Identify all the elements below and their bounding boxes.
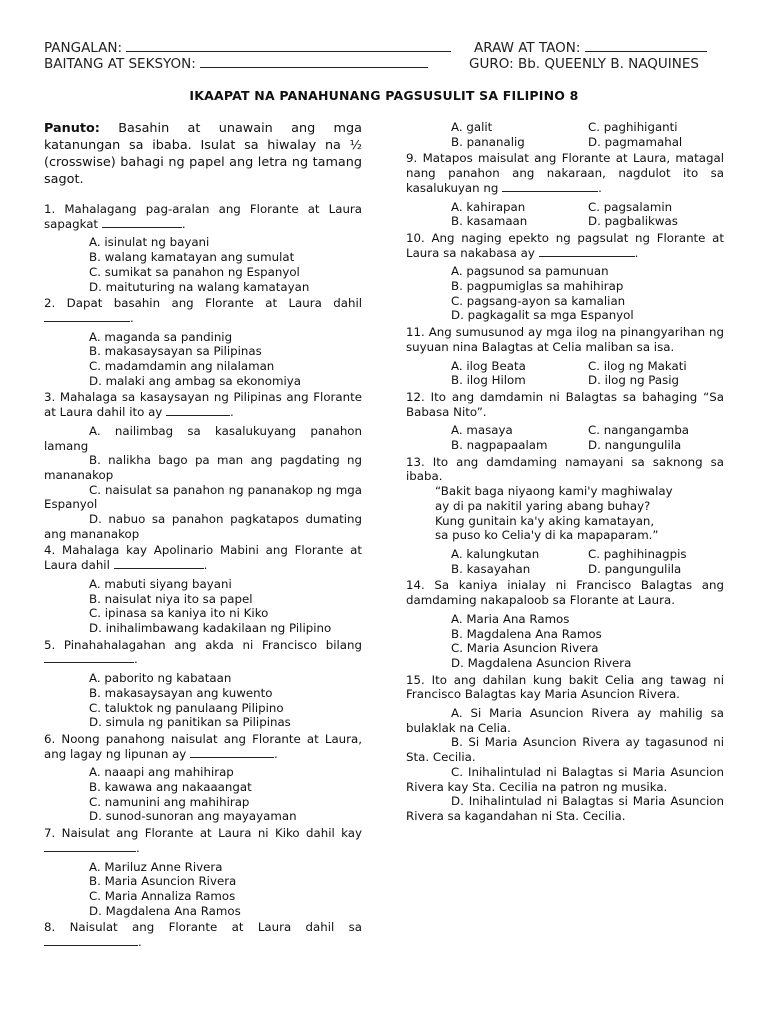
question-text: 7. Naisulat ang Florante at Laura ni Kiko dahil kay bbox=[44, 826, 362, 841]
option: A. mabuti siyang bayani bbox=[89, 576, 232, 591]
teacher-field bbox=[469, 56, 699, 72]
poem-line: Kung gunitain ka'y aking kamatayan, bbox=[435, 513, 655, 528]
question-5 bbox=[44, 638, 362, 730]
option: B. Maria Asuncion Rivera bbox=[89, 874, 237, 889]
right-column bbox=[406, 120, 724, 824]
option: C. paghihiganti bbox=[588, 120, 678, 134]
question-trail: . bbox=[134, 652, 138, 667]
name-field[interactable] bbox=[44, 40, 451, 56]
option: B. ilog Hilom bbox=[451, 373, 526, 388]
option: C. madamdamin ang nilalaman bbox=[89, 359, 275, 374]
question-text: 4. Mahalaga kay Apolinario Mabini ang Florante at Laura dahil bbox=[44, 543, 362, 573]
question-text: 8. Naisulat ang Florante at Laura dahil sa bbox=[44, 920, 362, 935]
option: D. Magdalena Asuncion Rivera bbox=[451, 655, 632, 670]
answer-blank[interactable] bbox=[44, 311, 130, 322]
option: B. Si Maria Asuncion Rivera ay tagasunod ni Sta. Cecilia. bbox=[406, 735, 724, 765]
option: C. naisulat sa panahon ng pananakop ng mga Espanyol bbox=[44, 482, 362, 512]
options bbox=[44, 671, 362, 730]
option-row bbox=[406, 373, 724, 388]
instructions bbox=[44, 120, 362, 188]
option: A. nailimbag sa kasalukuyang panahon lamang bbox=[44, 423, 362, 453]
question-trail: . bbox=[138, 935, 142, 950]
options bbox=[406, 612, 724, 671]
answer-blank[interactable] bbox=[44, 841, 136, 852]
question-trail: . bbox=[136, 840, 140, 855]
section-field[interactable] bbox=[44, 56, 428, 72]
question-2 bbox=[44, 296, 362, 388]
option: C. nangangamba bbox=[588, 423, 690, 438]
option-row bbox=[406, 562, 724, 577]
option-row bbox=[406, 423, 724, 438]
option: A. Mariluz Anne Rivera bbox=[89, 859, 223, 874]
option: B. naisulat niya ito sa papel bbox=[89, 591, 253, 606]
options bbox=[44, 860, 362, 919]
option-row bbox=[406, 547, 724, 562]
option: D. pagkagalit sa mga Espanyol bbox=[451, 308, 634, 323]
option: C. taluktok ng panulaang Pilipino bbox=[89, 700, 284, 715]
question-text: 14. Sa kaniya inialay ni Francisco Balagtas ang damdaming nakapaloob sa Florante at Laura. bbox=[406, 578, 724, 608]
question-text: 2. Dapat basahin ang Florante at Laura dahil bbox=[44, 296, 362, 311]
question-trail: . bbox=[203, 558, 208, 573]
option: B. kasamaan bbox=[451, 214, 528, 229]
teacher-name: Bb. QUEENLY B. NAQUINES bbox=[517, 56, 699, 72]
answer-blank[interactable] bbox=[190, 747, 274, 758]
option-row bbox=[406, 359, 724, 374]
option: A. Maria Ana Ramos bbox=[451, 611, 570, 626]
options bbox=[44, 765, 362, 824]
option: C. ilog ng Makati bbox=[588, 358, 687, 373]
poem-stanza bbox=[406, 484, 724, 543]
option: D. simula ng panitikan sa Pilipinas bbox=[89, 715, 291, 730]
question-trail: . bbox=[598, 180, 602, 195]
question-1 bbox=[44, 202, 362, 294]
question-text: 9. Matapos maisulat ang Florante at Laura, matagal nang panahon ang nakaraan, nagdulot ito sa kasalukuyan ng bbox=[406, 151, 724, 195]
option: D. sunod-sunoran ang mayayaman bbox=[89, 809, 297, 824]
option: C. pagsang-ayon sa kamalian bbox=[451, 293, 626, 308]
question-6 bbox=[44, 732, 362, 824]
option: A. galit bbox=[451, 120, 493, 134]
question-text: 6. Noong panahong naisulat ang Florante at Laura, ang lagay ng lipunan ay bbox=[44, 731, 362, 761]
question-11 bbox=[406, 325, 724, 388]
options bbox=[406, 200, 724, 229]
option-row bbox=[406, 120, 724, 135]
option: C. Inihalintulad ni Balagtas si Maria Asuncion Rivera kay Sta. Cecilia na patron ng musika. bbox=[406, 764, 724, 794]
poem-line: “Bakit baga niyaong kami'y maghiwalay bbox=[435, 484, 673, 499]
option: A. masaya bbox=[451, 423, 513, 438]
date-field[interactable] bbox=[474, 40, 707, 56]
options bbox=[44, 330, 362, 389]
option: A. pagsunod sa pamunuan bbox=[451, 264, 609, 279]
answer-blank[interactable] bbox=[539, 246, 635, 257]
option: C. ipinasa sa kaniya ito ni Kiko bbox=[89, 606, 269, 621]
question-10 bbox=[406, 231, 724, 323]
question-4 bbox=[44, 543, 362, 635]
option: B. kasayahan bbox=[451, 561, 531, 576]
option: D. nabuo sa panahon pagkatapos dumating ang mananakop bbox=[44, 512, 362, 541]
question-text: 1. Mahalagang pag-aralan ang Florante at Laura sapagkat bbox=[44, 202, 362, 231]
options bbox=[406, 547, 724, 576]
question-text: 12. Ito ang damdamin ni Balagtas sa bahaging “Sa Babasa Nito”. bbox=[406, 389, 724, 419]
question-text: 5. Pinahahalagahan ang akda ni Francisco bilang bbox=[44, 637, 362, 652]
option: C. paghihinagpis bbox=[588, 546, 687, 561]
options bbox=[406, 120, 724, 149]
question-14 bbox=[406, 578, 724, 670]
question-text: 3. Mahalaga sa kasaysayan ng Pilipinas ang Florante at Laura dahil ito ay bbox=[44, 390, 362, 420]
options bbox=[406, 359, 724, 388]
exam-title: IKAAPAT NA PANAHUNANG PAGSUSULIT SA FILIPINO 8 bbox=[189, 88, 579, 103]
option: D. pagmamahal bbox=[588, 134, 683, 149]
teacher-label: GURO: bbox=[469, 56, 514, 72]
option: D. pagbalikwas bbox=[588, 214, 678, 229]
option-row bbox=[406, 438, 724, 453]
answer-blank[interactable] bbox=[166, 405, 230, 416]
option: A. isinulat ng bayani bbox=[89, 235, 210, 250]
poem-line: ay di pa nakitil yaring abang buhay? bbox=[435, 498, 651, 513]
options bbox=[44, 424, 362, 542]
option: B. makasaysayan sa Pilipinas bbox=[89, 344, 262, 359]
question-7 bbox=[44, 826, 362, 918]
instructions-label: Panuto: bbox=[44, 121, 100, 136]
question-13 bbox=[406, 455, 724, 577]
option: D. Inihalintulad ni Balagtas si Maria Asuncion Rivera sa kagandahan ni Sta. Cecilia. bbox=[406, 794, 724, 823]
name-label: PANGALAN: bbox=[44, 40, 123, 56]
name-blank[interactable] bbox=[126, 40, 451, 52]
answer-blank[interactable] bbox=[502, 181, 598, 192]
option: A. maganda sa pandinig bbox=[89, 329, 233, 344]
option-row bbox=[406, 200, 724, 215]
answer-blank[interactable] bbox=[44, 935, 138, 946]
question-trail: . bbox=[130, 310, 134, 325]
section-label: BAITANG AT SEKSYON: bbox=[44, 56, 196, 72]
question-text: 13. Ito ang damdaming namayani sa saknong sa ibaba. bbox=[406, 454, 724, 484]
options bbox=[406, 706, 724, 824]
question-trail: . bbox=[634, 245, 639, 260]
question-3 bbox=[44, 390, 362, 541]
question-9 bbox=[406, 151, 724, 229]
option: C. Maria Asuncion Rivera bbox=[451, 641, 599, 656]
question-text: 11. Ang sumusunod ay mga ilog na pinangyarihan ng suyuan nina Balagtas at Celia maliban sa isa. bbox=[406, 325, 724, 354]
option: D. nangungulila bbox=[588, 438, 682, 453]
option: D. Magdalena Ana Ramos bbox=[89, 903, 241, 918]
answer-blank[interactable] bbox=[44, 652, 134, 663]
option: A. paborito ng kabataan bbox=[89, 671, 232, 686]
answer-blank[interactable] bbox=[102, 217, 182, 228]
question-text: 15. Ito ang dahilan kung bakit Celia ang tawag ni Francisco Balagtas kay Maria Asuncion Rivera. bbox=[406, 672, 724, 702]
question-12 bbox=[406, 390, 724, 453]
option: C. Maria Annaliza Ramos bbox=[89, 888, 236, 903]
option: D. inihalimbawang kadakilaan ng Pilipino bbox=[89, 620, 332, 635]
question-trail: . bbox=[181, 216, 186, 231]
option: D. maituturing na walang kamatayan bbox=[89, 279, 310, 294]
date-label: ARAW AT TAON: bbox=[474, 40, 581, 56]
option: A. ilog Beata bbox=[451, 358, 526, 373]
option: C. namunini ang mahihirap bbox=[89, 794, 250, 809]
left-column bbox=[44, 120, 362, 950]
option: C. sumikat sa panahon ng Espanyol bbox=[89, 264, 300, 279]
option: B. kawawa ang nakaaangat bbox=[89, 780, 252, 795]
instructions-text: Basahin at unawain ang mga katanungan sa ibaba. Isulat sa hiwalay na ½ (crosswise) bahagi ng papel ang letra ng tamang sagot. bbox=[44, 121, 362, 187]
option: A. Si Maria Asuncion Rivera ay mahilig sa bulaklak na Celia. bbox=[406, 706, 724, 735]
option: D. malaki ang ambag sa ekonomiya bbox=[89, 373, 301, 388]
option: B. pagpumiglas sa mahihirap bbox=[451, 279, 624, 294]
section-blank[interactable] bbox=[200, 56, 428, 68]
option: B. makasaysayan ang kuwento bbox=[89, 685, 273, 700]
option: A. kahirapan bbox=[451, 199, 526, 214]
question-8 bbox=[44, 920, 362, 949]
options bbox=[44, 235, 362, 294]
option: A. naaapi ang mahihirap bbox=[89, 765, 234, 780]
question-trail: . bbox=[230, 405, 234, 420]
date-blank[interactable] bbox=[585, 40, 707, 52]
option: B. nalikha bago pa man ang pagdating ng mananakop bbox=[44, 453, 362, 482]
option: D. ilog ng Pasig bbox=[588, 373, 680, 388]
option-row bbox=[406, 214, 724, 229]
options bbox=[406, 423, 724, 452]
option: B. pananalig bbox=[451, 134, 525, 149]
question-15 bbox=[406, 673, 724, 824]
question-trail: . bbox=[274, 746, 278, 761]
option: B. Magdalena Ana Ramos bbox=[451, 626, 602, 641]
option: A. kalungkutan bbox=[451, 546, 540, 561]
option: C. pagsalamin bbox=[588, 199, 673, 214]
poem-line: sa puso ko Celia'y di ka mapaparam.” bbox=[435, 528, 659, 543]
question-text: 10. Ang naging epekto ng pagsulat ng Florante at Laura sa nakabasa ay bbox=[406, 230, 724, 260]
options bbox=[406, 264, 724, 323]
option: D. pangungulila bbox=[588, 561, 682, 576]
option: B. nagpapaalam bbox=[451, 438, 548, 453]
option-row bbox=[406, 135, 724, 150]
answer-blank[interactable] bbox=[114, 558, 204, 569]
options bbox=[44, 577, 362, 636]
option: B. walang kamatayan ang sumulat bbox=[89, 250, 295, 265]
